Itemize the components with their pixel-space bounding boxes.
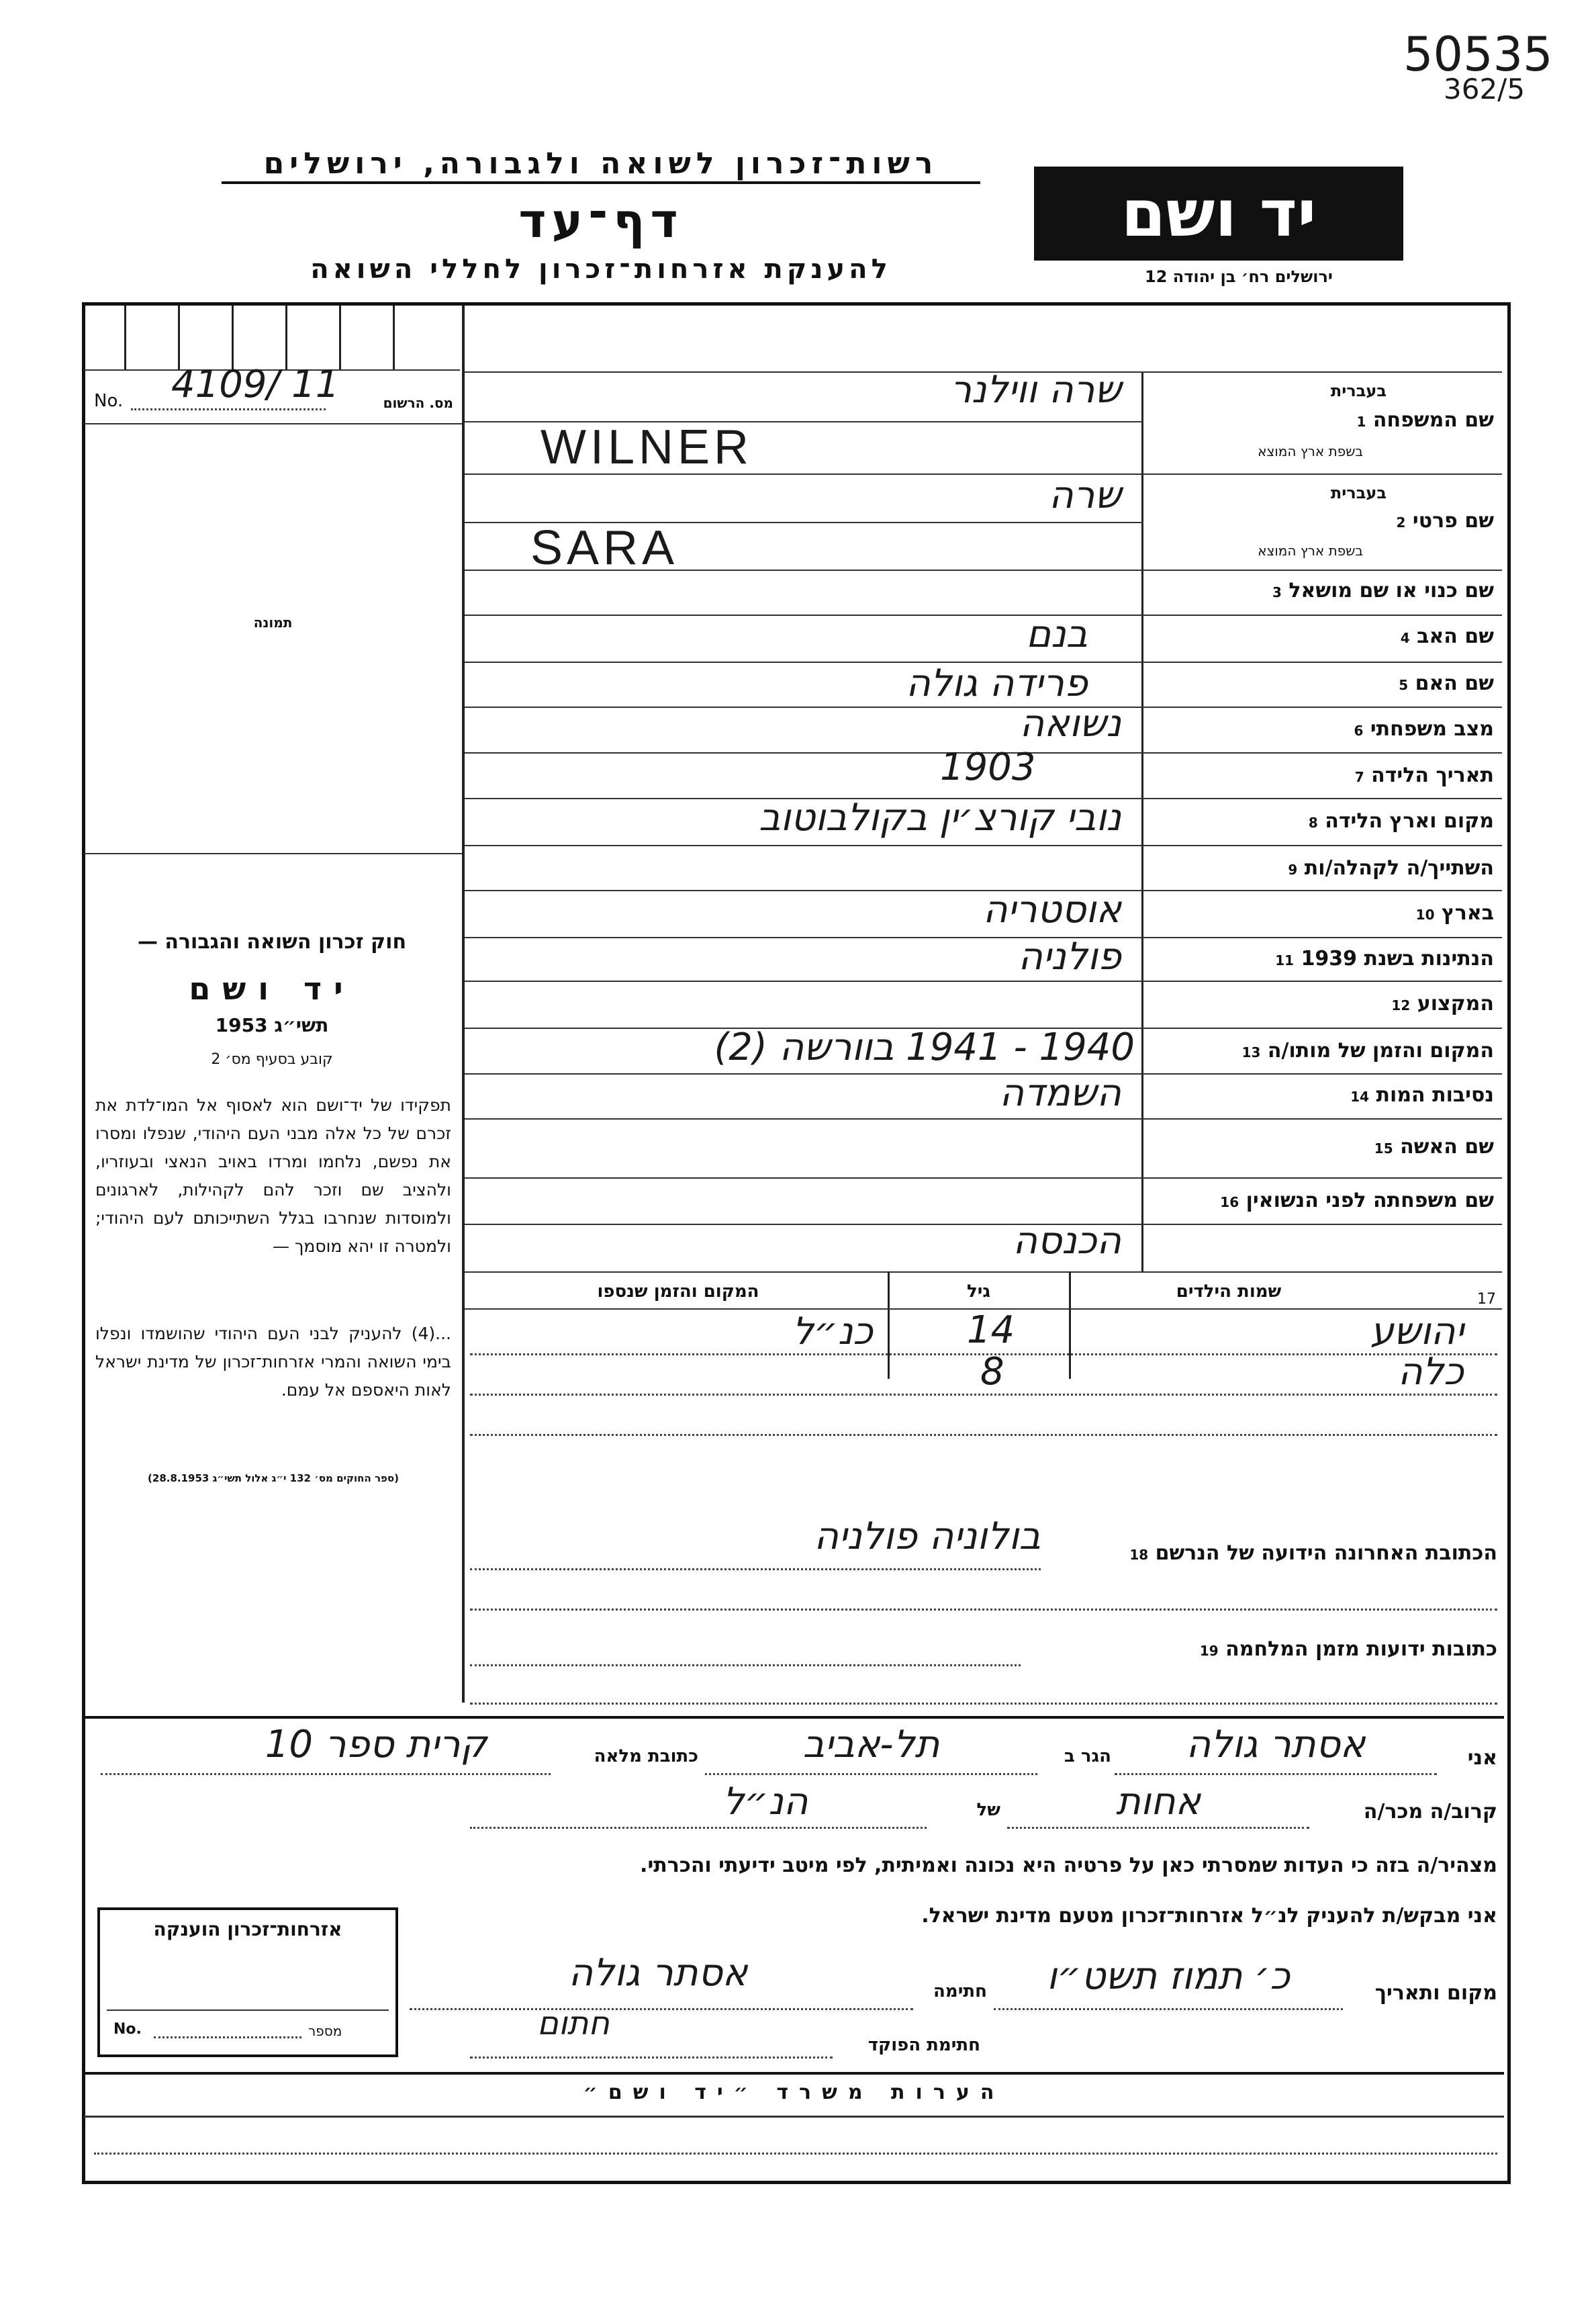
top-cells [84,306,460,371]
marital-status-value[interactable]: נשואה [1019,702,1121,745]
declaration-statement-2: אני מבקש/ת להעניק לנ״ל אזרחות־זכרון מטעם מדינת ישראל. [921,1904,1497,1928]
field-5-label: שם האם 5 [1399,672,1494,695]
law-paragraph-1: תפקידו של יד־ושם הוא לאסוף אל המו־לדת את זכרם של כל אלה מבני העם היהודי, שנפלו ומסרו את נפשם, נלחמו ומרדו באויב הנאצי ובעוזריו, ולהציב שם וזכר להם לקהילות, לארגונים ולמוסדות שנחרבו בגלל השתייכותם לעם היהודי; ולמטרה זו יהא מוסמך — [95,1095,451,1256]
mother-name-value[interactable]: פרידה גולה [906,662,1088,705]
child-2-name[interactable]: כלה [1397,1350,1464,1394]
field-17-num: 17 [1477,1291,1496,1308]
officer-signature-value[interactable]: חתום [537,2005,610,2042]
death-circumstances-value[interactable]: השמדה [999,1071,1121,1115]
corner-sub-number: 362/5 [1444,73,1525,105]
field-1-label: שם המשפחה 1 [1356,408,1494,432]
field-19-label: כתובות ידועות מזמן המלחמה 19 [1199,1637,1497,1661]
registry-number[interactable]: 4109/ 11 [171,363,340,406]
first-name-original-value[interactable]: SARA [530,521,679,575]
address-line: ירושלים רח׳ בן יהודה 12 [1145,267,1333,286]
left-column-divider [462,306,465,1703]
field-9-label: השתייך/ה לקהלה/ות 9 [1288,856,1494,880]
office-notes-divider [84,2072,1504,2075]
form-title: דף־עד [518,193,684,248]
field-2-sub-original: בשפת ארץ המוצא [1258,543,1363,559]
full-address-value[interactable]: קרית ספר 10 [265,1723,487,1766]
children-place-header: המקום והזמן שנספו [597,1281,759,1302]
field-15-label: שם האשה 15 [1374,1135,1494,1159]
children-age-header: גיל [966,1281,990,1302]
family-name-hebrew-value[interactable]: שרה ווילנר [950,368,1121,412]
relative-value[interactable]: אחות [1115,1780,1201,1823]
place-date-value[interactable]: כ׳ תמוז תשט״ו [1046,1954,1290,1998]
children-names-header: שמות הילדים [1176,1281,1282,1302]
law-title: חוק זכרון השואה והגבורה — [137,930,407,954]
child-1-age[interactable]: 14 [967,1308,1015,1352]
child-1-place[interactable]: כנ״ל [792,1310,873,1353]
resides-label: הגר ב [1064,1746,1111,1766]
father-name-value[interactable]: בנם [1026,613,1088,656]
field-13-label: המקום והזמן של מותו/ה 13 [1241,1039,1494,1063]
field-2-label: שם פרטי 2 [1396,509,1494,533]
law-name: יד ושם [189,970,355,1007]
logo-text: יד ושם [1121,176,1317,251]
field-18-label: הכתובת האחרונה הידועה של הנרשם 18 [1129,1541,1497,1565]
field-14-label: נסיבות המות 14 [1350,1083,1494,1107]
law-reference: (ספר החוקים מס׳ 132 י״ג אלול תשי״ג 28.8.1953) [148,1472,399,1484]
first-name-hebrew-value[interactable]: שרה [1049,473,1121,517]
birth-date-value[interactable]: 1903 [940,745,1036,789]
photo-label: תמונה [253,615,293,631]
registry-label: מס. הרשום [383,395,453,411]
field-7-label: תאריך הלידה 7 [1354,764,1494,787]
citizenship-box-no: No. [113,2021,142,2038]
resides-value[interactable]: תל-אביב [802,1723,940,1766]
full-address-label: כתובת מלאה [594,1746,698,1766]
label-column-divider [1141,373,1143,1273]
field-11-label: הנתינות בשנת 1939 11 [1275,947,1494,970]
declaration-statement-1: מצהיר/ה בזה כי העדות שמסרתי כאן על פרטיה היא נכונה ואמיתית, לפי מיטב ידיעתי והכרתי. [640,1854,1497,1877]
child-2-age[interactable]: 8 [980,1350,1004,1394]
nationality-1939-value[interactable]: פולניה [1018,935,1121,979]
law-section: קובע בסעיף מס׳ 2 [211,1051,333,1068]
of-value[interactable]: הנ״ל [722,1780,808,1823]
field-1-sub-original: בשפת ארץ המוצא [1258,443,1363,459]
field-12-label: המקצוע 12 [1391,992,1494,1015]
office-notes-title: הערות משרד ״יד ושם״ [583,2081,1005,2104]
declarant-name-value[interactable]: אסתר גולה [1186,1723,1366,1766]
yad-vashem-logo [1034,167,1403,261]
citizenship-box-number-label: מספר [308,2023,342,2039]
birth-place-value[interactable]: נובי קורצ׳ין בקולבוטוב [759,796,1121,840]
relative-label: קרוב/ה מכר/ה [1363,1800,1497,1823]
child-1-name[interactable]: יהושע [1370,1310,1464,1353]
org-title-underline [222,181,980,184]
country-value[interactable]: אוסטריה [982,888,1121,932]
field-10-label: בארץ 10 [1415,901,1494,925]
signature-value[interactable]: אסתר גולה [568,1951,748,1995]
children-col-divider-2 [1069,1271,1071,1379]
org-title: רשות־זכרון לשואה ולגבורה, ירושלים [263,146,939,181]
signature-label: חתימה [933,1981,987,2001]
field-2-sub-hebrew: בעברית [1330,484,1387,502]
law-paragraph-2: ...(4) להעניק לבני העם היהודי שהושמדו ונפלו בימי השואה והמרי אזרחות־זכרון של מדינת ישראל לאות היאספם אל עמם. [95,1324,451,1400]
declaration-divider [84,1716,1504,1719]
citizenship-box-title: אזרחות־זכרון הוענקה [153,1918,342,1940]
form-subtitle: להענקת אזרחות־זכרון לחללי השואה [310,254,892,285]
field-16-label: שם משפחתה לפני הנשואין 16 [1220,1189,1494,1212]
field-3-label: שם כנוי או שם מושאל 3 [1272,579,1494,602]
death-place-time-value[interactable]: 1940 - 1941 בוורשה (2) [714,1026,1135,1069]
officer-signature-label: חתימת הפוקד [867,2035,980,2055]
place-date-label: מקום ותאריך [1374,1981,1497,2005]
law-year: תשי״ג 1953 [215,1014,329,1036]
field-6-label: מצב משפחתי 6 [1354,717,1494,741]
last-address-value[interactable]: בולוניה פולניה [814,1515,1041,1558]
field-8-label: מקום וארץ הלידה 8 [1308,809,1494,833]
registry-no-label: No. [94,391,124,411]
field-1-sub-hebrew: בעברית [1330,381,1387,400]
corner-number: 50535 [1403,27,1553,82]
citizenship-box [97,1907,398,2057]
of-label: של [976,1800,1000,1820]
family-name-original-value[interactable]: WILNER [541,420,753,474]
maiden-name-value[interactable]: הכנסה [1013,1219,1121,1263]
field-4-label: שם האב 4 [1400,625,1494,648]
declarant-i-label: אני [1467,1746,1497,1770]
